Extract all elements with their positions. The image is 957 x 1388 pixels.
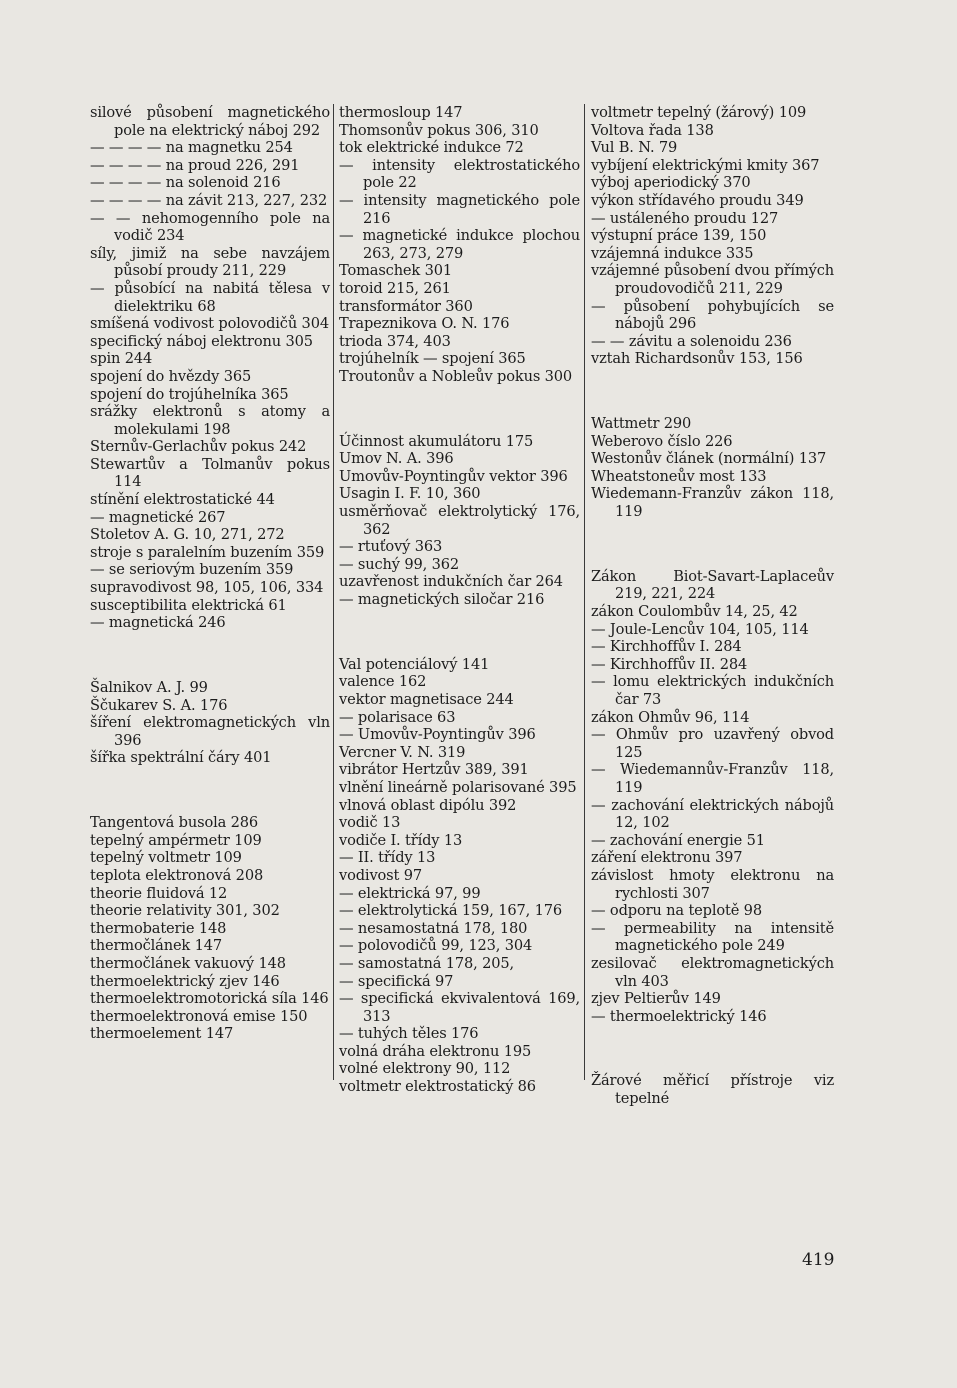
index-entry: valence 162 bbox=[339, 673, 427, 691]
index-entry: — II. třídy 13 bbox=[339, 849, 436, 867]
index-entry: thermoelektrický zjev 146 bbox=[90, 972, 280, 990]
column-rule-2 bbox=[584, 104, 585, 1080]
index-entry: volná dráha elektronu 195 bbox=[339, 1042, 532, 1060]
index-entry: Zákon Biot-Savart-Laplaceův 219, 221, 224 bbox=[591, 567, 834, 603]
index-entry: Wiedemann-Franzův zákon 118, 119 bbox=[591, 485, 834, 521]
index-entry: tepelný ampérmetr 109 bbox=[90, 831, 262, 849]
index-entry: — — — — na magnetku 254 bbox=[90, 139, 293, 157]
index-entry: thermosloup 147 bbox=[339, 104, 463, 121]
index-entry: transformátor 360 bbox=[339, 297, 473, 315]
index-entry: zjev Peltierův 149 bbox=[591, 990, 721, 1008]
index-entry: trojúhelník — spojení 365 bbox=[339, 350, 526, 368]
index-entry: — thermoelektrický 146 bbox=[591, 1007, 767, 1025]
index-entry: usměrňovač elektrolytický 176, 362 bbox=[339, 503, 580, 538]
index-entry: Westonův článek (normální) 137 bbox=[591, 450, 827, 468]
section-gap bbox=[90, 646, 330, 664]
index-entry: Šalnikov A. J. 99 bbox=[90, 679, 208, 696]
index-entry: — specifická 97 bbox=[339, 972, 454, 990]
index-entry: — tuhých těles 176 bbox=[339, 1025, 479, 1043]
index-entry: trioda 374, 403 bbox=[339, 332, 451, 350]
index-entry: srážky elektronů s atomy a molekulami 198 bbox=[90, 403, 330, 438]
index-entry: vybíjení elektrickými kmity 367 bbox=[591, 156, 820, 174]
index-entry: Weberovo číslo 226 bbox=[591, 432, 733, 450]
index-entry: Trapeznikova O. N. 176 bbox=[339, 315, 510, 333]
index-entry: — Kirchhoffův II. 284 bbox=[591, 655, 748, 673]
index-entry: — se seriovým buzením 359 bbox=[90, 561, 294, 579]
index-entry: silové působení magnetického pole na elektrický náboj 292 bbox=[90, 104, 330, 139]
index-entry: Žárové měřicí přístroje viz tepelné bbox=[591, 1072, 834, 1108]
index-entry: Stewartův a Tolmanův pokus 114 bbox=[90, 455, 330, 491]
index-entry: thermočlánek vakuový 148 bbox=[90, 954, 286, 972]
index-entry: — magnetické indukce plochou 263, 273, 279 bbox=[339, 227, 580, 262]
index-entry: Vul B. N. 79 bbox=[591, 139, 678, 157]
index-column-2 bbox=[339, 104, 580, 1096]
index-entry: — intensity elektrostatického pole 22 bbox=[339, 156, 580, 192]
index-entry: Stoletov A. G. 10, 271, 272 bbox=[90, 526, 285, 544]
index-entry: Ščukarev S. A. 176 bbox=[90, 696, 228, 714]
index-entry: — elektrolytická 159, 167, 176 bbox=[339, 902, 563, 920]
index-entry: thermoelektronová emise 150 bbox=[90, 1007, 308, 1025]
index-entry: Val potenciálový 141 bbox=[339, 655, 490, 673]
index-entry: Umov N. A. 396 bbox=[339, 450, 454, 468]
index-entry: vektor magnetisace 244 bbox=[339, 691, 514, 708]
index-entry: zákon Coulombův 14, 25, 42 bbox=[591, 603, 798, 621]
index-entry: závislost hmoty elektronu na rychlosti 307 bbox=[591, 866, 834, 902]
index-entry: — působení pohybujících se nábojů 296 bbox=[591, 297, 834, 333]
index-entry: Wattmetr 290 bbox=[591, 415, 692, 433]
index-entry: — nesamostatná 178, 180 bbox=[339, 919, 528, 937]
index-entry: — Wiedemannův-Franzův 118, 119 bbox=[591, 761, 834, 796]
index-entry: Thomsonův pokus 306, 310 bbox=[339, 121, 539, 139]
index-entry: supravodivost 98, 105, 106, 334 bbox=[90, 579, 324, 597]
index-entry: vztah Richardsonův 153, 156 bbox=[591, 350, 803, 368]
index-entry: Wheatstoneův most 133 bbox=[591, 467, 767, 485]
index-entry: uzavřenost indukčních čar 264 bbox=[339, 573, 563, 591]
index-entry: Tangentová busola 286 bbox=[90, 814, 259, 832]
index-entry: — Umovův-Poyntingův 396 bbox=[339, 726, 536, 744]
index-entry: volné elektrony 90, 112 bbox=[339, 1060, 511, 1078]
index-entry: susceptibilita elektrická 61 bbox=[90, 596, 287, 614]
index-entry: — intensity magnetického pole 216 bbox=[339, 191, 580, 227]
section-gap bbox=[591, 1040, 834, 1058]
index-entry: — specifická ekvivalentová 169, 313 bbox=[339, 990, 580, 1025]
index-entry: Troutonův a Nobleův pokus 300 bbox=[339, 367, 573, 385]
index-entry: thermoelement 147 bbox=[90, 1025, 234, 1043]
index-entry: Voltova řada 138 bbox=[591, 121, 714, 139]
index-entry: — magnetická 246 bbox=[90, 614, 226, 632]
index-entry: vibrátor Hertzův 389, 391 bbox=[339, 761, 529, 779]
index-entry: síly, jimiž na sebe navzájem působí proudy 211, 229 bbox=[90, 244, 330, 280]
index-entry: vlnění lineárně polarisované 395 bbox=[339, 778, 577, 796]
index-entry: — magnetické 267 bbox=[90, 508, 226, 526]
index-entry: tepelný voltmetr 109 bbox=[90, 849, 242, 867]
index-entry: — — — — na solenoid 216 bbox=[90, 174, 281, 192]
index-entry: thermobaterie 148 bbox=[90, 919, 227, 937]
index-entry: výkon střídavého proudu 349 bbox=[591, 191, 804, 209]
index-entry: — samostatná 178, 205, bbox=[339, 954, 515, 972]
index-entry: vodivost 97 bbox=[339, 866, 422, 884]
index-entry: — lomu elektrických indukčních čar 73 bbox=[591, 673, 834, 708]
index-entry: zesilovač elektromagnetických vln 403 bbox=[591, 954, 834, 990]
index-entry: — — — — na proud 226, 291 bbox=[90, 156, 300, 174]
section-gap bbox=[591, 535, 834, 553]
index-entry: theorie fluidová 12 bbox=[90, 884, 228, 902]
index-entry: — odporu na teplotě 98 bbox=[591, 902, 762, 920]
index-entry: Usagin I. F. 10, 360 bbox=[339, 485, 481, 503]
index-entry: spin 244 bbox=[90, 350, 153, 368]
index-entry: — permeability na intensitě magnetického pole 249 bbox=[591, 919, 834, 955]
index-entry: smíšená vodivost polovodičů 304 bbox=[90, 315, 329, 333]
index-entry: stroje s paralelním buzením 359 bbox=[90, 543, 325, 561]
index-entry: — Ohmův pro uzavřený obvod 125 bbox=[591, 726, 834, 761]
index-entry: vlnová oblast dipólu 392 bbox=[339, 796, 517, 814]
index-entry: tok elektrické indukce 72 bbox=[339, 139, 524, 157]
index-entry: Vercner V. N. 319 bbox=[339, 743, 466, 761]
index-entry: vodič 13 bbox=[339, 814, 401, 832]
section-gap bbox=[339, 400, 580, 418]
index-entry: šíření elektromagnetických vln 396 bbox=[90, 714, 330, 749]
index-entry: voltmetr elektrostatický 86 bbox=[339, 1078, 536, 1096]
index-entry: vzájemná indukce 335 bbox=[591, 244, 754, 262]
index-entry: — Kirchhoffův I. 284 bbox=[591, 638, 742, 656]
index-entry: vodiče I. třídy 13 bbox=[339, 831, 463, 849]
index-entry: — polovodičů 99, 123, 304 bbox=[339, 937, 533, 955]
index-entry: — polarisace 63 bbox=[339, 708, 456, 726]
section-gap bbox=[90, 782, 330, 800]
index-entry: spojení do trojúhelníka 365 bbox=[90, 385, 289, 403]
index-entry: toroid 215, 261 bbox=[339, 279, 451, 297]
index-entry: — Joule-Lencův 104, 105, 114 bbox=[591, 620, 809, 638]
index-entry: výboj aperiodický 370 bbox=[591, 174, 751, 192]
index-entry: Tomaschek 301 bbox=[339, 262, 453, 280]
index-entry: stínění elektrostatické 44 bbox=[90, 491, 275, 509]
index-entry: — zachování energie 51 bbox=[591, 831, 765, 849]
index-entry: — elektrická 97, 99 bbox=[339, 884, 481, 902]
index-entry: vzájemné působení dvou přímých proudovodičů 211, 229 bbox=[591, 262, 834, 297]
index-entry: theorie relativity 301, 302 bbox=[90, 902, 280, 920]
index-entry: — — závitu a solenoidu 236 bbox=[591, 332, 792, 350]
page-number: 419 bbox=[802, 1250, 835, 1270]
index-entry: — rtuťový 363 bbox=[339, 538, 443, 556]
index-entry: — magnetických siločar 216 bbox=[339, 591, 545, 609]
section-gap bbox=[339, 623, 580, 641]
index-entry: voltmetr tepelný (žárový) 109 bbox=[591, 104, 807, 121]
index-entry: Sternův-Gerlachův pokus 242 bbox=[90, 438, 307, 456]
index-entry: thermoelektromotorická síla 146 bbox=[90, 990, 329, 1008]
index-entry: Účinnost akumulátoru 175 bbox=[339, 432, 534, 450]
index-column-3 bbox=[591, 104, 834, 1108]
index-entry: teplota elektronová 208 bbox=[90, 866, 264, 884]
index-entry: — — — — na závit 213, 227, 232 bbox=[90, 191, 328, 209]
index-entry: výstupní práce 139, 150 bbox=[591, 227, 767, 245]
index-entry: thermočlánek 147 bbox=[90, 937, 223, 955]
index-entry: — ustáleného proudu 127 bbox=[591, 209, 779, 227]
index-entry: specifický náboj elektronu 305 bbox=[90, 332, 313, 350]
index-entry: — působící na nabitá tělesa v dielektriku 68 bbox=[90, 279, 330, 315]
index-entry: spojení do hvězdy 365 bbox=[90, 367, 252, 385]
index-entry: — suchý 99, 362 bbox=[339, 555, 460, 573]
index-entry: záření elektronu 397 bbox=[591, 849, 743, 867]
section-gap bbox=[591, 383, 834, 401]
column-rule-1 bbox=[333, 104, 334, 1080]
index-entry: — — nehomogenního pole na vodič 234 bbox=[90, 209, 330, 245]
index-entry: Umovův-Poyntingův vektor 396 bbox=[339, 467, 568, 485]
index-entry: šířka spektrální čáry 401 bbox=[90, 749, 272, 767]
index-entry: zákon Ohmův 96, 114 bbox=[591, 708, 750, 726]
index-column-1 bbox=[90, 104, 330, 1043]
index-entry: — zachování elektrických nábojů 12, 102 bbox=[591, 796, 834, 832]
